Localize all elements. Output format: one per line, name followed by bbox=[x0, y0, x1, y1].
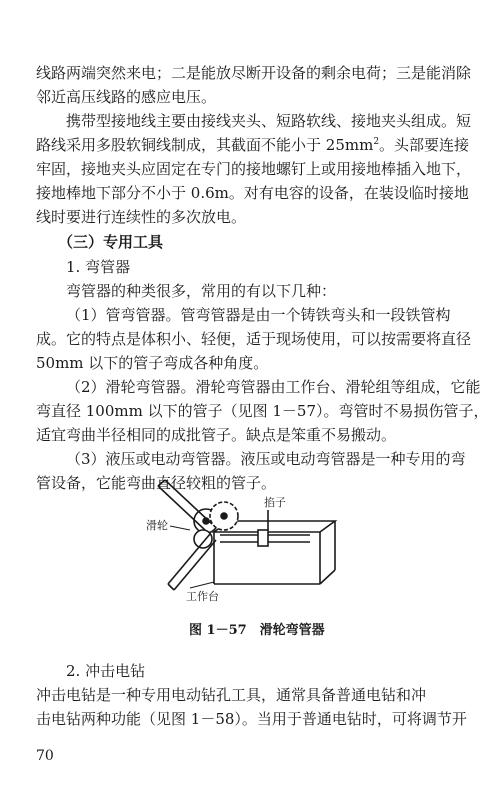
text-line: （1）管弯管器。管弯管器是由一个铸铁弯头和一段铁管构 bbox=[66, 306, 451, 324]
subsection-heading: 2. 冲击电钻 bbox=[66, 662, 146, 680]
text-line: （3）液压或电动弯管器。液压或电动弯管器是一种专用的弯 bbox=[66, 450, 466, 468]
text-line: 牢固，接地夹头应固定在专门的接地螺钉上或用接地棒插入地下， bbox=[36, 160, 472, 178]
text-line: 冲击电钻是一种专用电动钻孔工具，通常具备普通电钻和冲 bbox=[36, 686, 427, 704]
text-line: 线路两端突然来电；二是能放尽断开设备的剩余电荷；三是能消除 bbox=[36, 64, 472, 82]
figure-label-bench: 工作台 bbox=[186, 590, 219, 603]
text-line: 接地棒地下部分不小于 0.6m。对有电容的设备，在装设临时接地 bbox=[36, 184, 469, 202]
text-line: 弯直径 100mm 以下的管子（见图 1－57）。弯管时不易损伤管子， bbox=[36, 402, 489, 420]
superscript: 2 bbox=[373, 137, 380, 147]
figure-label-pulley: 滑轮 bbox=[146, 519, 168, 532]
text-line: 携带型接地线主要由接线夹头、短路软线、接地夹头组成。短 bbox=[66, 112, 472, 130]
section-heading: （三）专用工具 bbox=[58, 233, 164, 251]
figure-label-pipe: 掐子 bbox=[264, 496, 286, 509]
text-line: 邻近高压线路的感应电压。 bbox=[36, 88, 217, 106]
text-line: 弯管器的种类很多，常用的有以下几种： bbox=[66, 282, 337, 300]
text-line: 线时要进行连续性的多次放电。 bbox=[36, 208, 247, 226]
text-line: 适宜弯曲半径相同的成批管子。缺点是笨重不易搬动。 bbox=[36, 426, 397, 444]
pulley-pipe-bender-illustration bbox=[146, 472, 350, 612]
text-segment: 。头部要连接 bbox=[379, 136, 470, 154]
figure-caption: 图 1－57 滑轮弯管器 bbox=[189, 623, 325, 638]
subsection-heading: 1. 弯管器 bbox=[66, 258, 131, 276]
text-line bbox=[36, 134, 469, 156]
text-line: 50mm 以下的管子弯成各种角度。 bbox=[36, 354, 269, 372]
page-number: 70 bbox=[36, 748, 54, 764]
text-line: （2）滑轮弯管器。滑轮弯管器由工作台、滑轮组等组成，它能 bbox=[66, 378, 481, 396]
text-line: 管设备，它能弯曲直径较粗的管子。 bbox=[36, 474, 277, 492]
text-line: 成。它的特点是体积小、轻便，适于现场使用，可以按需要将直径 bbox=[36, 330, 472, 348]
text-line: 击电钻两种功能（见图 1－58）。当用于普通电钻时，可将调节开 bbox=[36, 710, 467, 728]
text-segment: 路线采用多股软铜线制成，其截面不能小于 25mm bbox=[36, 136, 374, 154]
